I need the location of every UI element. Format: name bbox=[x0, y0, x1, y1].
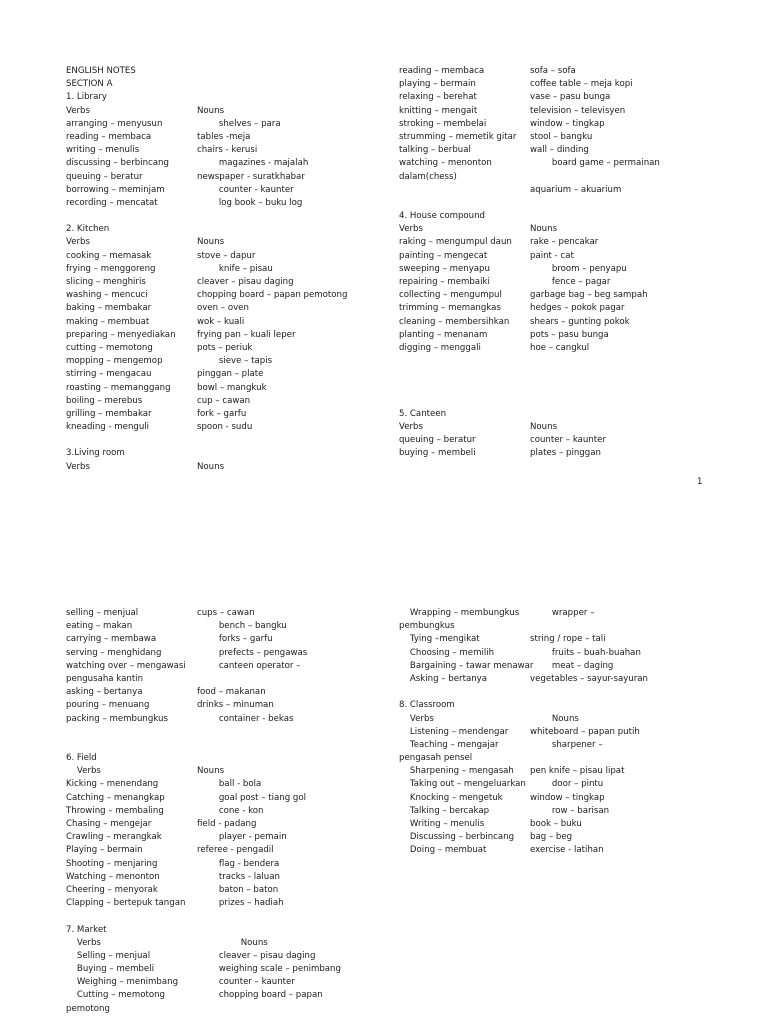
term-right: shelves – para bbox=[197, 118, 281, 129]
term-left: mopping – mengemop bbox=[66, 356, 163, 367]
term-left: digging – menggali bbox=[399, 342, 481, 353]
term-left: Discussing – berbincang bbox=[399, 832, 515, 843]
term-right: Nouns bbox=[197, 766, 225, 777]
term-right: counter - kaunter bbox=[197, 184, 294, 195]
term-right: aquarium – akuarium bbox=[530, 184, 622, 195]
term-right: stool – bangku bbox=[530, 131, 593, 142]
term-right: Nouns bbox=[197, 105, 225, 116]
term-right: string / rope – tali bbox=[530, 634, 606, 645]
term-left: packing – membungkus bbox=[66, 713, 168, 724]
term-right: counter – kaunter bbox=[197, 977, 295, 988]
term-left: 2. Kitchen bbox=[66, 224, 110, 235]
term-left: recording – mencatat bbox=[66, 197, 158, 208]
term-right: book – buku bbox=[530, 819, 582, 829]
term-left: Verbs bbox=[66, 105, 90, 116]
term-left: 4. House compound bbox=[399, 211, 486, 222]
term-right: spoon - sudu bbox=[197, 422, 253, 433]
term-right: cup – cawan bbox=[197, 395, 251, 406]
term-left: pengasah pensel bbox=[399, 753, 473, 764]
term-left: Verbs bbox=[66, 237, 90, 248]
term-right: ball - bola bbox=[197, 779, 262, 790]
term-right: weighing scale – penimbang bbox=[197, 964, 341, 975]
term-right: knife – pisau bbox=[197, 263, 273, 274]
term-right: pinggan – plate bbox=[197, 369, 264, 380]
term-right: garbage bag – beg sampah bbox=[530, 290, 648, 301]
term-right: window – tingkap bbox=[530, 118, 605, 129]
term-left: dalam(chess) bbox=[399, 171, 457, 182]
term-left: boiling – merebus bbox=[66, 395, 143, 406]
term-left: trimming – memangkas bbox=[399, 303, 501, 314]
term-left: Wrapping – membungkus bbox=[399, 608, 520, 618]
term-left: grilling – membakar bbox=[66, 408, 152, 419]
term-left: serving – menghidang bbox=[66, 647, 162, 658]
term-right: meat – daging bbox=[530, 660, 614, 671]
term-left: Tying –mengikat bbox=[399, 634, 480, 645]
term-right: pots – periuk bbox=[197, 342, 253, 353]
term-left: queuing – beratur bbox=[66, 171, 143, 182]
term-right: fence – pagar bbox=[530, 277, 611, 287]
term-right: paint - cat bbox=[530, 250, 574, 261]
term-right: player - pemain bbox=[197, 832, 287, 843]
term-left: preparing – menyediakan bbox=[66, 329, 176, 340]
term-right: fork – garfu bbox=[197, 408, 247, 419]
term-left: carrying – membawa bbox=[66, 634, 157, 645]
term-left: Asking – bertanya bbox=[399, 673, 488, 684]
term-right: shears – gunting pokok bbox=[530, 316, 630, 327]
term-left: buying – membeli bbox=[399, 448, 476, 459]
term-left: pengusaha kantin bbox=[66, 673, 144, 684]
term-left: stroking – membelai bbox=[399, 118, 487, 129]
term-right: row – barisan bbox=[530, 805, 610, 816]
term-left: slicing – menghiris bbox=[66, 277, 146, 287]
term-left: strumming – memetik gitar bbox=[399, 131, 517, 142]
term-right: stove – dapur bbox=[197, 250, 256, 261]
term-right: window – tingkap bbox=[530, 792, 605, 803]
term-right: exercise - latihan bbox=[530, 845, 604, 856]
term-left: Clapping – bertepuk tangan bbox=[66, 898, 186, 909]
term-left: Verbs bbox=[66, 766, 101, 777]
page-number: 1 bbox=[697, 477, 703, 487]
term-right: prefects – pengawas bbox=[197, 647, 308, 658]
term-left: Kicking – menendang bbox=[66, 779, 159, 790]
term-left: Bargaining – tawar menawar bbox=[399, 660, 534, 671]
term-right: board game – permainan bbox=[530, 158, 660, 169]
term-right: wrapper – bbox=[530, 608, 595, 618]
term-left: reading – membaca bbox=[66, 131, 152, 142]
term-left: Cutting – memotong bbox=[66, 990, 165, 1001]
term-left: stirring – mengacau bbox=[66, 369, 152, 380]
term-left: roasting – memanggang bbox=[66, 382, 171, 393]
term-left: baking – membakar bbox=[66, 303, 152, 314]
term-left: Catching – menangkap bbox=[66, 792, 165, 803]
term-left: Doing – membuat bbox=[399, 845, 487, 856]
term-right: television – televisyen bbox=[530, 105, 626, 116]
term-left: washing – mencuci bbox=[66, 290, 148, 301]
term-right: container - bekas bbox=[197, 713, 294, 724]
term-left: Watching – menonton bbox=[66, 871, 160, 882]
term-right: field - padang bbox=[197, 819, 257, 829]
term-left: 3.Living room bbox=[66, 448, 125, 459]
term-right: sharpener – bbox=[530, 739, 603, 750]
term-right: cups – cawan bbox=[197, 608, 255, 618]
term-left: Verbs bbox=[399, 713, 434, 724]
term-right: prizes – hadiah bbox=[197, 898, 284, 909]
term-right: flag - bendera bbox=[197, 858, 280, 869]
term-left: pembungkus bbox=[399, 621, 455, 632]
term-left: Cheering – menyorak bbox=[66, 884, 158, 895]
term-left: Chasing – mengejar bbox=[66, 819, 152, 829]
term-right: door – pintu bbox=[530, 779, 604, 790]
term-left: Writing – menulis bbox=[399, 819, 485, 829]
term-right: Nouns bbox=[530, 422, 558, 433]
term-right: chopping board – papan pemotong bbox=[197, 290, 348, 301]
term-right: sieve – tapis bbox=[197, 356, 273, 367]
term-right: baton – baton bbox=[197, 884, 279, 895]
term-left: 7. Market bbox=[66, 924, 107, 935]
term-left: cleaning – membersihkan bbox=[399, 316, 510, 327]
term-right: broom – penyapu bbox=[530, 263, 627, 274]
term-left: borrowing – meminjam bbox=[66, 184, 165, 195]
term-left: asking – bertanya bbox=[66, 687, 143, 698]
term-left: SECTION A bbox=[66, 79, 113, 90]
term-left: playing – bermain bbox=[399, 79, 476, 90]
term-left: Selling – menjual bbox=[66, 950, 151, 961]
term-left: Sharpening – mengasah bbox=[399, 766, 514, 777]
term-right: Nouns bbox=[197, 237, 225, 248]
term-left: Choosing – memilih bbox=[399, 647, 495, 658]
term-right: hedges – pokok pagar bbox=[530, 303, 625, 314]
term-right: food – makanan bbox=[197, 687, 266, 698]
term-right: newspaper - suratkhabar bbox=[197, 171, 305, 182]
term-right: bag – beg bbox=[530, 832, 573, 843]
term-right: Nouns bbox=[530, 713, 579, 724]
term-right: magazines - majalah bbox=[197, 158, 309, 169]
term-left: writing – menulis bbox=[66, 145, 140, 156]
term-right: whiteboard – papan putih bbox=[530, 726, 640, 737]
term-right: Nouns bbox=[197, 937, 268, 948]
term-right: vegetables – sayur-sayuran bbox=[530, 673, 649, 684]
term-right: coffee table – meja kopi bbox=[530, 79, 633, 90]
term-left: cutting – memotong bbox=[66, 342, 153, 353]
term-left: repairing – membaiki bbox=[399, 277, 490, 287]
term-left: 6. Field bbox=[66, 753, 97, 764]
term-left: Shooting – menjaring bbox=[66, 858, 158, 869]
term-left: Listening – mendengar bbox=[399, 726, 509, 737]
term-right: sofa – sofa bbox=[530, 66, 576, 76]
term-left: Knocking – mengetuk bbox=[399, 792, 503, 803]
term-right: chopping board – papan bbox=[197, 990, 323, 1001]
term-left: painting – mengecat bbox=[399, 250, 488, 261]
term-right: pots – pasu bunga bbox=[530, 329, 609, 340]
term-right: fruits – buah-buahan bbox=[530, 647, 641, 658]
term-left: queuing – beratur bbox=[399, 435, 476, 446]
term-right: hoe – cangkul bbox=[530, 342, 590, 353]
term-left: talking – berbual bbox=[399, 145, 471, 156]
term-right: cleaver – pisau daging bbox=[197, 277, 294, 287]
term-right: drinks – minuman bbox=[197, 700, 274, 711]
term-left: ENGLISH NOTES bbox=[66, 66, 136, 76]
term-left: 1. Library bbox=[66, 92, 107, 103]
term-left: sweeping – menyapu bbox=[399, 263, 490, 274]
term-left: 8. Classroom bbox=[399, 700, 455, 711]
term-right: Nouns bbox=[197, 461, 225, 472]
term-left: watching over – mengawasi bbox=[66, 660, 186, 671]
term-right: frying pan – kuali leper bbox=[197, 329, 296, 340]
term-right: wall – dinding bbox=[530, 145, 589, 156]
term-right: counter – kaunter bbox=[530, 435, 607, 446]
term-left: Weighing – menimbang bbox=[66, 977, 179, 988]
term-right: tables -meja bbox=[197, 131, 251, 142]
term-left: Crawling – merangkak bbox=[66, 832, 162, 843]
term-right: Nouns bbox=[530, 224, 558, 235]
term-left: frying – menggoreng bbox=[66, 263, 156, 274]
term-right: bench – bangku bbox=[197, 621, 287, 632]
term-left: pemotong bbox=[66, 1003, 110, 1014]
term-left: planting – menanam bbox=[399, 329, 488, 340]
term-left: Verbs bbox=[66, 937, 101, 948]
term-left: Playing – bermain bbox=[66, 845, 143, 856]
term-left: selling – menjual bbox=[66, 608, 139, 618]
term-right: oven – oven bbox=[197, 303, 249, 314]
term-left: raking – mengumpul daun bbox=[399, 237, 512, 248]
term-left: kneading - menguli bbox=[66, 422, 150, 433]
term-left: watching – menonton bbox=[399, 158, 492, 169]
term-right: goal post – tiang gol bbox=[197, 792, 307, 803]
term-right: cleaver – pisau daging bbox=[197, 950, 316, 961]
term-left: Buying – membeli bbox=[66, 964, 154, 975]
term-left: Verbs bbox=[66, 461, 90, 472]
term-right: tracks - laluan bbox=[197, 871, 280, 882]
term-left: Throwing – membaling bbox=[66, 805, 164, 816]
term-right: plates – pinggan bbox=[530, 448, 601, 459]
term-left: reading – membaca bbox=[399, 66, 485, 76]
term-left: cooking – memasak bbox=[66, 250, 152, 261]
term-right: rake – pencakar bbox=[530, 237, 599, 248]
term-left: arranging – menyusun bbox=[66, 118, 163, 129]
term-right: forks – garfu bbox=[197, 634, 273, 645]
term-left: knitting – mengait bbox=[399, 105, 478, 116]
term-left: Taking out – mengeluarkan bbox=[399, 779, 526, 790]
term-right: log book – buku log bbox=[197, 197, 303, 208]
term-left: Verbs bbox=[399, 224, 423, 235]
term-left: pouring – menuang bbox=[66, 700, 150, 711]
term-left: 5. Canteen bbox=[399, 408, 447, 419]
term-right: cone - kon bbox=[197, 805, 264, 816]
term-left: Verbs bbox=[399, 422, 423, 433]
term-right: pen knife – pisau lipat bbox=[530, 766, 625, 777]
term-right: chairs - kerusi bbox=[197, 145, 258, 156]
term-left: eating – makan bbox=[66, 621, 133, 632]
term-right: bowl – mangkuk bbox=[197, 382, 267, 393]
term-left: discussing – berbincang bbox=[66, 158, 169, 169]
term-right: wok – kuali bbox=[197, 316, 245, 327]
term-right: referee - pengadil bbox=[197, 845, 274, 856]
term-right: vase – pasu bunga bbox=[530, 92, 611, 103]
term-left: Talking – bercakap bbox=[399, 805, 490, 816]
term-left: collecting – mengumpul bbox=[399, 290, 502, 301]
term-left: Teaching – mengajar bbox=[399, 739, 499, 750]
term-left: making – membuat bbox=[66, 316, 150, 327]
term-right: canteen operator – bbox=[197, 660, 301, 671]
term-left: relaxing – berehat bbox=[399, 92, 477, 103]
